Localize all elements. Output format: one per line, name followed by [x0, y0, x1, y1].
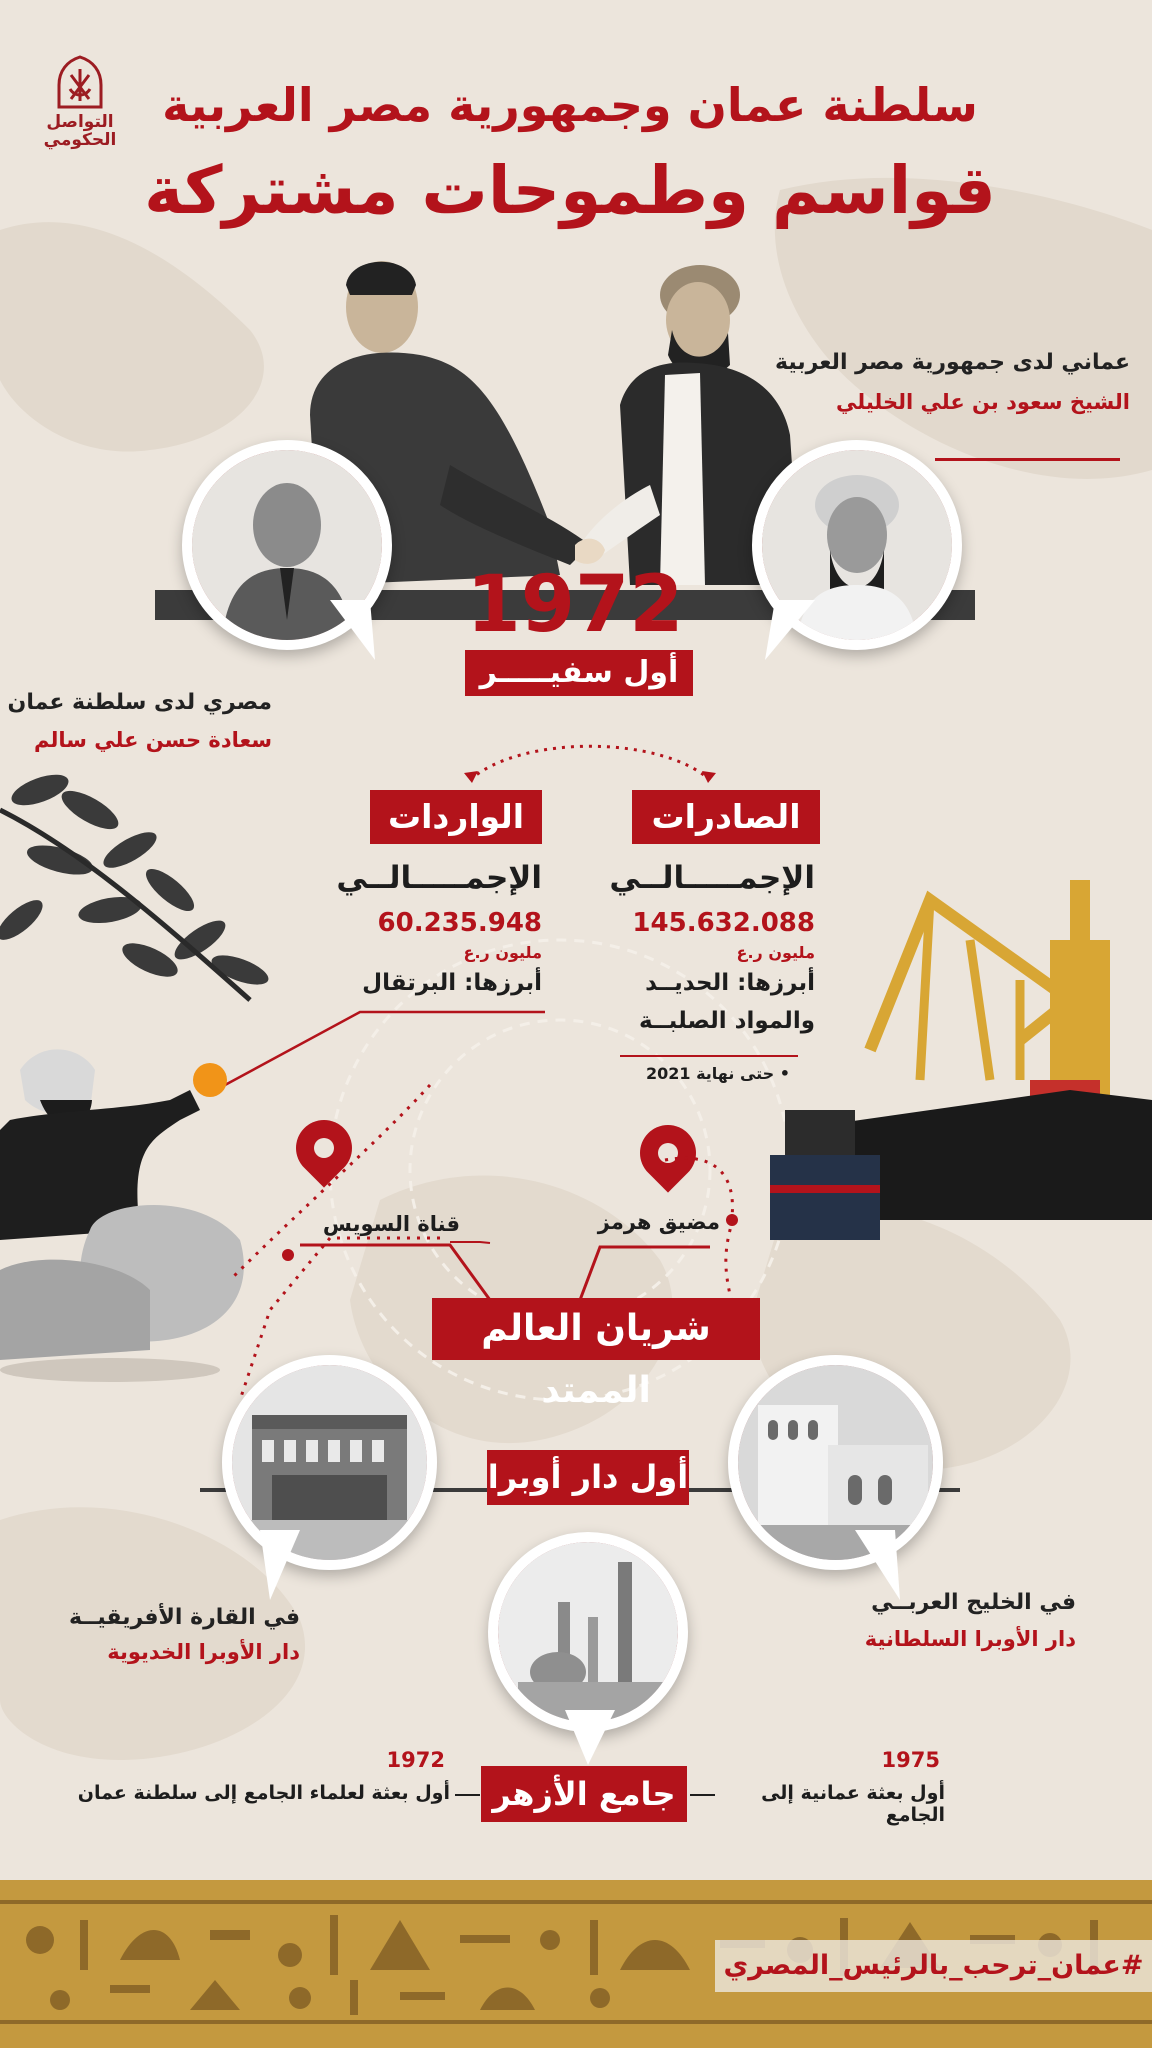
azhar-right-year: 1975 — [881, 1748, 940, 1772]
imports-highlight: أبرزها: البرتقال — [362, 970, 542, 996]
exports-highlight-2: والمواد الصلبــة — [639, 1008, 815, 1034]
omani-connector-line — [935, 458, 1120, 461]
azhar-left-line — [455, 1794, 480, 1796]
imports-total-label: الإجمـــــالــي — [336, 860, 542, 896]
exports-total-label: الإجمـــــالــي — [609, 860, 815, 896]
omani-ambassador-name: الشيخ سعود بن علي الخليلي — [836, 390, 1130, 414]
trade-note: • حتى نهاية 2021 — [645, 1064, 790, 1083]
azhar-right-text: أول بعثة عمانية إلى الجامع — [761, 1782, 945, 1826]
page-title-line1: سلطنة عمان وجمهورية مصر العربية — [162, 78, 978, 132]
khedivial-opera-name: دار الأوبرا الخديوية — [107, 1640, 300, 1664]
port-illustration — [770, 880, 1152, 1240]
logo-text-1: التواصل — [46, 112, 114, 132]
imports-label: الواردات — [370, 790, 542, 844]
omani-ambassador-title: عماني لدى جمهورية مصر العربية — [775, 350, 1130, 375]
azhar-left-text: أول بعثة لعلماء الجامع إلى سلطنة عمان — [77, 1782, 450, 1804]
first-ambassador-label: أول سفيـــــر — [465, 650, 693, 696]
azhar-label: جامع الأزهر — [481, 1766, 687, 1822]
royal-opera-photo — [728, 1355, 943, 1570]
trade-note-text: حتى نهاية 2021 — [645, 1064, 775, 1083]
khedivial-opera-title: في القارة الأفريقيــة — [69, 1605, 300, 1630]
royal-opera-name: دار الأوبرا السلطانية — [864, 1627, 1076, 1651]
azhar-pointer — [560, 1710, 620, 1770]
egyptian-ambassador-name: سعادة حسن علي سالم — [34, 728, 272, 752]
royal-opera-title: في الخليج العربــي — [871, 1590, 1076, 1615]
emblem-icon — [53, 55, 107, 109]
first-opera-label: أول دار أوبرا — [487, 1450, 689, 1505]
exports-unit: مليون ر.ع — [736, 943, 815, 962]
logo-text-2: الحكومي — [43, 130, 117, 150]
imports-value: 60.235.948 — [377, 908, 542, 938]
khedivial-pointer — [250, 1530, 300, 1600]
egyptian-ambassador-title: مصري لدى سلطنة عمان — [7, 690, 272, 715]
right-pointer — [765, 600, 815, 660]
world-artery-label: شريان العالم الممتد — [432, 1298, 760, 1360]
left-pointer — [330, 600, 380, 660]
exports-value: 145.632.088 — [632, 908, 815, 938]
suez-label: قناة السويس — [322, 1212, 460, 1236]
exports-highlight-1: أبرزها: الحديــد — [645, 970, 815, 996]
first-ambassador-year: 1972 — [466, 560, 684, 650]
exports-label: الصادرات — [632, 790, 820, 844]
imports-unit: مليون ر.ع — [463, 943, 542, 962]
government-communication-logo — [30, 55, 130, 149]
hormuz-label: مضيق هرمز — [597, 1210, 720, 1234]
azhar-right-line — [690, 1794, 715, 1796]
azhar-left-year: 1972 — [386, 1748, 445, 1772]
page-title-line2: قواسم وطموحات مشتركة — [144, 152, 996, 229]
trade-arc — [460, 735, 720, 785]
azhar-mosque-photo — [488, 1532, 688, 1732]
footer-hashtag: #عمان_ترحب_بالرئيس_المصري — [715, 1940, 1152, 1992]
